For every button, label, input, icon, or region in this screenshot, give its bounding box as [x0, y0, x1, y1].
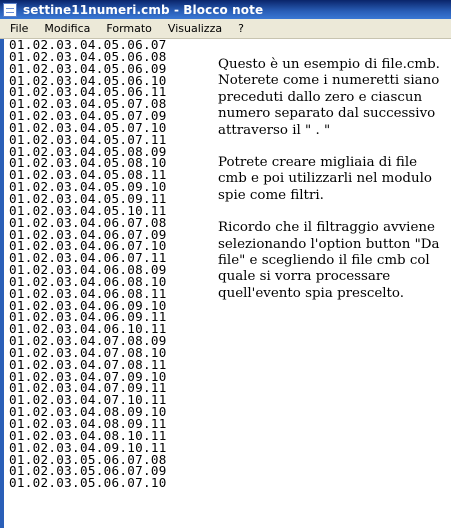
- text-line: 01.02.03.04.08.10.11: [9, 427, 167, 443]
- text-line: 01.02.03.05.06.07.09: [9, 463, 167, 479]
- window-title: settine11numeri.cmb - Blocco note: [23, 2, 264, 17]
- notepad-icon: [3, 3, 17, 17]
- text-line: 01.02.03.04.05.06.09: [9, 60, 167, 76]
- text-line: 01.02.03.04.05.07.11: [9, 131, 167, 147]
- text-line: 01.02.03.04.06.08.09: [9, 262, 167, 278]
- text-line: 01.02.03.04.07.10.11: [9, 392, 167, 408]
- text-line: 01.02.03.04.05.06.07: [9, 39, 167, 52]
- text-line: 01.02.03.04.06.07.08: [9, 214, 167, 230]
- text-line: 01.02.03.04.05.06.11: [9, 84, 167, 100]
- text-line: 01.02.03.04.06.09.11: [9, 309, 167, 325]
- window-border: [0, 39, 4, 528]
- number-lines-list: [9, 39, 167, 489]
- comment-paragraph: Potrete creare migliaia di file cmb e poi utilizzarli nel modulo spie come filtri.: [218, 155, 432, 203]
- text-line: 01.02.03.04.05.08.11: [9, 167, 167, 183]
- text-line: 01.02.03.04.06.08.11: [9, 285, 167, 301]
- text-line: 01.02.03.04.08.09.11: [9, 416, 167, 431]
- text-line: 01.02.03.04.05.10.11: [9, 202, 167, 218]
- text-line: 01.02.03.05.06.07.10: [9, 475, 167, 491]
- title-bar[interactable]: [0, 0, 451, 19]
- comment-paragraph: Ricordo che il filtraggio avviene selezionando l'option button "Da file" e scegliendo il file cmb col quale si vorra processare quell'evento spia prescelto.: [218, 220, 440, 301]
- menu-visualizza[interactable]: Visualizza: [167, 22, 223, 35]
- text-editor-area[interactable]: [0, 39, 451, 528]
- text-line: 01.02.03.04.08.09.10: [9, 404, 167, 420]
- menu-file[interactable]: File: [10, 22, 29, 35]
- menu-help[interactable]: ?: [238, 22, 244, 35]
- menu-formato[interactable]: Formato: [106, 22, 152, 35]
- text-line: 01.02.03.04.05.08.10: [9, 155, 167, 171]
- text-line: 01.02.03.04.06.09.10: [9, 297, 167, 313]
- text-line: 01.02.03.04.07.08.10: [9, 344, 167, 360]
- text-line: 01.02.03.04.05.09.11: [9, 190, 167, 206]
- menu-modifica[interactable]: Modifica: [44, 22, 91, 35]
- text-line: 01.02.03.04.06.10.11: [9, 321, 167, 337]
- text-line: 01.02.03.04.05.06.10: [9, 72, 167, 88]
- text-line: 01.02.03.04.06.08.10: [9, 273, 167, 289]
- text-line: 01.02.03.04.05.07.08: [9, 96, 167, 112]
- text-line: 01.02.03.04.05.06.08: [9, 48, 167, 64]
- text-line: 01.02.03.04.09.10.11: [9, 439, 167, 455]
- text-line: 01.02.03.04.07.08.11: [9, 356, 167, 372]
- text-line: 01.02.03.04.05.08.09: [9, 143, 167, 159]
- text-line: 01.02.03.04.05.09.10: [9, 179, 167, 195]
- text-line: 01.02.03.04.07.08.09: [9, 333, 167, 349]
- comment-text: [218, 57, 448, 318]
- menu-bar: [0, 19, 451, 39]
- comment-paragraph: Questo è un esempio di file.cmb. Noterete come i numeretti siano preceduti dallo zero e ciascun numero separato dal successivo attraverso il " . ": [218, 57, 440, 138]
- text-line: 01.02.03.04.06.07.11: [9, 250, 167, 266]
- text-line: 01.02.03.04.05.07.09: [9, 108, 167, 124]
- text-line: 01.02.03.04.05.07.10: [9, 119, 167, 135]
- text-line: 01.02.03.04.07.09.11: [9, 380, 167, 396]
- text-line: 01.02.03.04.07.09.10: [9, 368, 167, 384]
- text-line: 01.02.03.04.06.07.10: [9, 238, 167, 254]
- text-line: 01.02.03.04.06.07.09: [9, 226, 167, 242]
- text-line: 01.02.03.05.06.07.08: [9, 451, 167, 467]
